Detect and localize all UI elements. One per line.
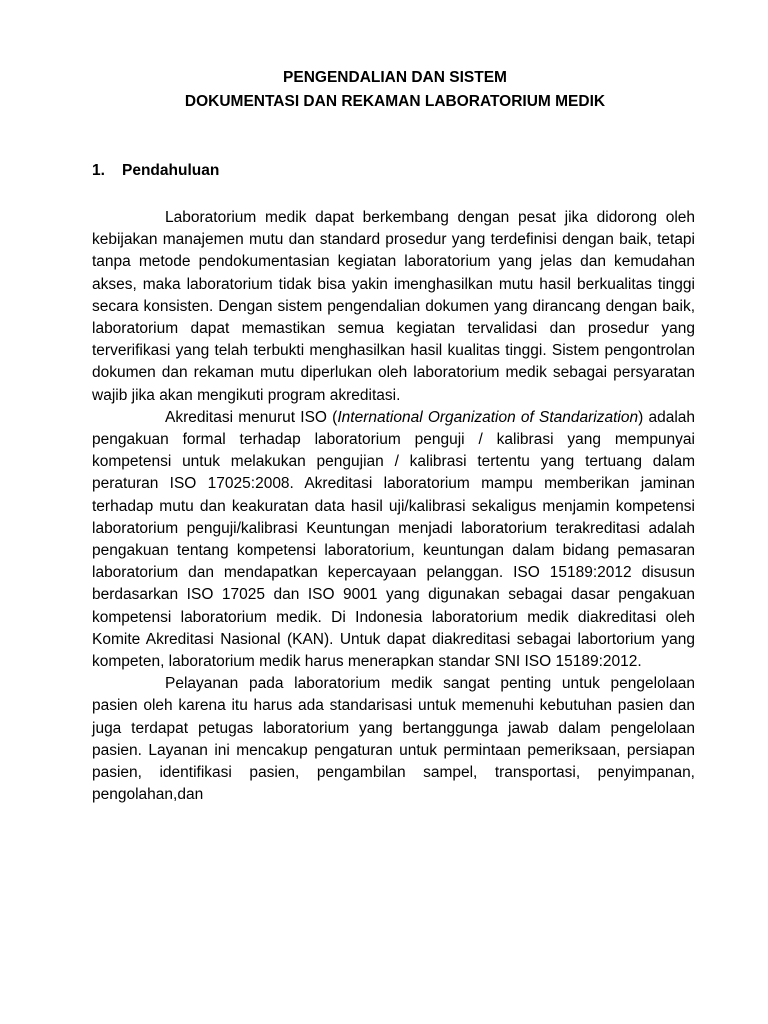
paragraph-1: Laboratorium medik dapat berkembang dengan pesat jika didorong oleh kebijakan manajemen mutu dan standard prosedur yang terdefinisi dengan baik, tetapi tanpa metode pendokumentasian kegiatan laboratorium yang jelas dan kemudahan akses, maka laboratorium tidak bisa yakin imenghasilkan mutu hasil berkualitas tinggi secara konsisten. Dengan sistem pengendalian dokumen yang dirancang dengan baik, laboratorium dapat memastikan semua kegiatan tervalidasi dan prosedur yang terverifikasi yang telah terbukti menghasilkan hasil kualitas tinggi. Sistem pengontrolan dokumen dan rekaman mutu diperlukan oleh laboratorium medik sebagai persyaratan wajib jika akan mengikuti program akreditasi. — [92, 209, 695, 404]
section-title: Pendahuluan — [122, 162, 220, 179]
paragraph-2-rest: ) adalah pengakuan formal terhadap laboratorium penguji / kalibrasi yang mempunyai kompetensi untuk melakukan pengujian / kalibrasi tertentu yang tertuang dalam peraturan ISO 17025:2008. Akreditasi laboratorium mampu memberikan jaminan terhadap mutu dan keakuratan data hasil uji/kalibrasi sekaligus menjamin kompetensi laboratorium penguji/kalibrasi Keuntungan menjadi laboratorium terakreditasi adalah pengakuan tentang kompetensi laboratorium, keuntungan dalam bidang pemasaran laboratorium dan mendapatkan kepercayaan pelanggan. ISO 15189:2012 disusun berdasarkan ISO 17025 dan ISO 9001 yang digunakan sebagai dasar pengakuan kompetensi laboratorium medik. Di Indonesia laboratorium medik diakreditasi oleh Komite Akreditasi Nasional (KAN). Untuk dapat diakreditasi sebagai labortorium yang kompeten, laboratorium medik harus menerapkan standar SNI ISO 15189:2012. — [92, 408, 696, 671]
title-line-2: DOKUMENTASI DAN REKAMAN LABORATORIUM MEDIK — [184, 93, 606, 110]
paragraph-3: Pelayanan pada laboratorium medik sangat penting untuk pengelolaan pasien oleh karena itu harus ada standarisasi untuk memenuhi kebutuhan pasien dan juga terdapat petugas laboratorium yang bertanggunga jawab dalam pengelolaan pasien. Layanan ini mencakup pengaturan untuk permintaan pemeriksaan, persiapan pasien, identifikasi pasien, pengambilan sampel, transportasi, penyimpanan, pengolahan,dan — [92, 675, 695, 804]
title-line-1: PENGENDALIAN DAN SISTEM — [283, 69, 507, 86]
paragraph-2-italic-term: International Organization of Standarization — [337, 408, 639, 426]
body-text — [92, 207, 695, 806]
document-title — [90, 66, 700, 114]
section-number: 1. — [92, 162, 105, 179]
paragraph-2-start: Akreditasi menurut ISO ( — [165, 408, 338, 426]
section-heading — [92, 160, 219, 182]
paragraph-2 — [92, 407, 695, 673]
